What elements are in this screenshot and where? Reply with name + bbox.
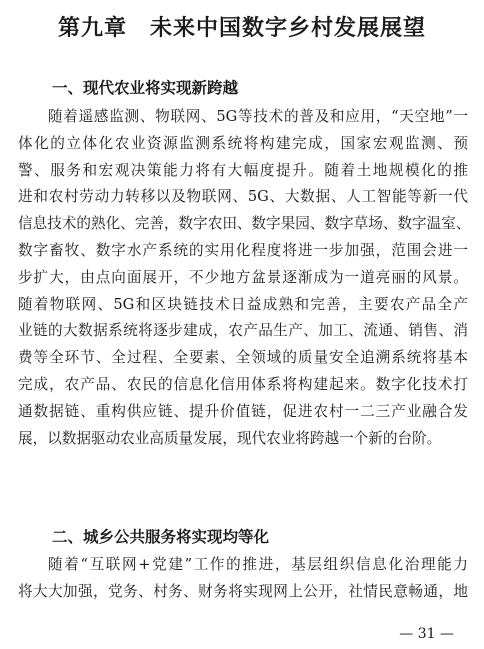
paragraph-line: 步扩大，由点向面展开，不少地方盆景逐渐成为一道亮丽的风景。 — [18, 268, 468, 286]
paragraph-line: 数字畜牧、数字水产系统的实用化程度将进一步加强，范围会进一 — [18, 241, 468, 259]
paragraph-line: 随着遥感监测、物联网、5G等技术的普及和应用，“天空地”一 — [48, 108, 468, 125]
section-heading-1: 一、现代农业将实现新跨越 — [52, 79, 239, 97]
paragraph-line: 警、服务和宏观决策能力将有大幅度提升。随着土地规模化的推 — [18, 161, 468, 179]
chapter-title: 第九章 未来中国数字乡村发展展望 — [57, 15, 426, 41]
paragraph-line: 展，以数据驱动农业高质量发展，现代农业将跨越一个新的台阶。 — [18, 429, 442, 447]
section-2-paragraph — [18, 552, 468, 606]
paragraph-line: 费等全环节、全过程、全要素、全领域的质量安全追溯系统将基本 — [18, 349, 468, 367]
page-number: — 31 — — [399, 626, 454, 642]
paragraph-line: 完成，农产品、农民的信息化信用体系将构建起来。数字化技术打 — [18, 375, 468, 393]
paragraph-line: 通数据链、重构供应链、提升价值链，促进农村一二三产业融合发 — [18, 402, 468, 420]
paragraph-line: 业链的大数据系统将逐步建成，农产品生产、加工、流通、销售、消 — [18, 322, 468, 340]
paragraph-line: 信息技术的熟化、完善，数字农田、数字果园、数字草场、数字温室、 — [18, 215, 471, 233]
paragraph-line: 随着物联网、5G和区块链技术日益成熟和完善，主要农产品全产 — [18, 295, 468, 313]
paragraph-line: 体化的立体化农业资源监测系统将构建完成，国家宏观监测、预 — [18, 134, 468, 152]
section-1-paragraph — [18, 104, 471, 452]
section-heading-2: 二、城乡公共服务将实现均等化 — [52, 528, 270, 546]
paragraph-line: 将大大加强，党务、村务、财务将实现网上公开，社情民意畅通，地 — [18, 582, 468, 600]
paragraph-line: 进和农村劳动力转移以及物联网、5G、大数据、人工智能等新一代 — [18, 188, 468, 206]
paragraph-line: 随着“互联网+党建”工作的推进，基层组织信息化治理能力 — [48, 556, 468, 573]
